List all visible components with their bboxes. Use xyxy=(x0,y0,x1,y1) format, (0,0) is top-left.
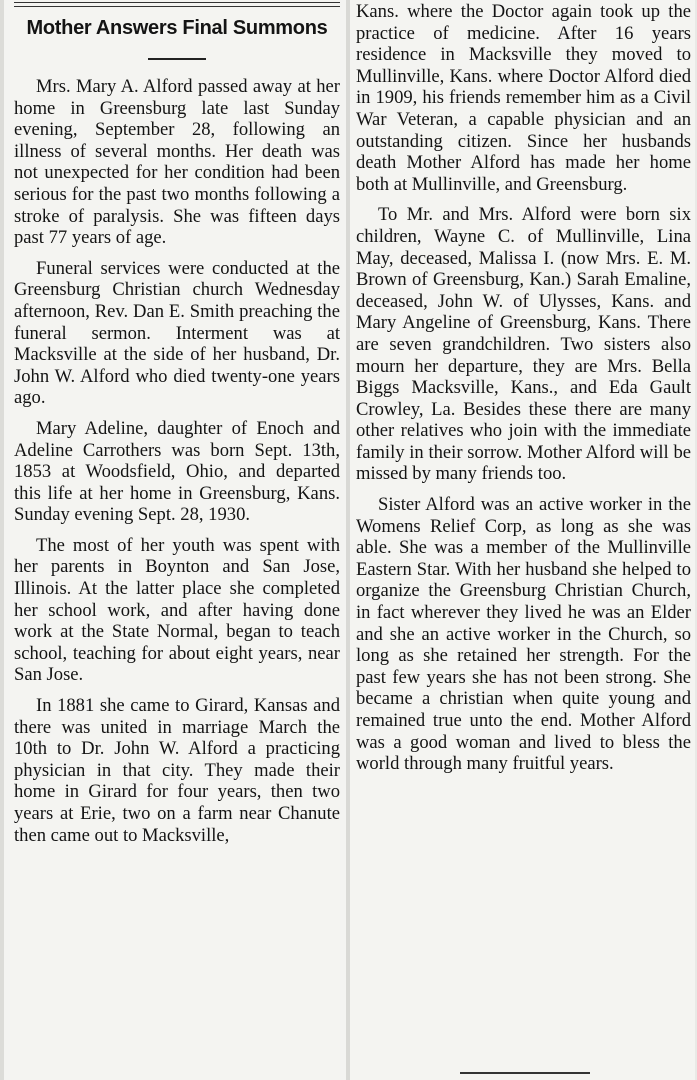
paragraph-funeral: Funeral services were conducted at the Greensburg Christian church Wednesday afternoon, Rev. Dan E. Smith preaching the funeral sermon. Interment was at Macksville at the side of her husband, Dr. John W. Alford who died twenty-one years ago. xyxy=(14,257,340,409)
right-column xyxy=(350,0,695,1080)
top-double-rule xyxy=(14,2,340,7)
headline: Mother Answers Final Summons xyxy=(26,17,328,39)
paragraph-youth: The most of her youth was spent with her parents in Boynton and San Jose, Illinois. At the latter place she completed her school work, and after having done work at the State Normal, began to teach school, teaching for about eight years, near San Jose. xyxy=(14,534,340,686)
paragraph-macksville: Kans. where the Doctor again took up the practice of medicine. After 16 years residence in Macksville they moved to Mullinville, Kans. where Doctor Alford died in 1909, his friends remember him as a Civil War Veteran, a capable physician and an outstanding citizen. Since her husbands death Mother Alford has made her home both at Mullinville, and Greensburg. xyxy=(356,1,691,195)
left-column xyxy=(4,0,346,1080)
paragraph-birth: Mary Adeline, daughter of Enoch and Adeline Carrothers was born Sept. 13th, 1853 at Woodsfield, Ohio, and departed this life at her home in Greensburg, Kans. Sunday evening Sept. 28, 1930. xyxy=(14,417,340,526)
paragraph-death-notice: Mrs. Mary A. Alford passed away at her home in Greensburg late last Sunday evening, September 28, following an illness of several months. Her death was not unexpected for her condition had been serious for the past two months following a stroke of paralysis. She was fifteen days past 77 years of age. xyxy=(14,76,340,249)
end-rule xyxy=(460,1072,590,1074)
headline-divider xyxy=(148,58,206,60)
paragraph-activities: Sister Alford was an active worker in the Womens Relief Corp, as long as she was able. She was a member of the Mullinville Eastern Star. With her husband she helped to organize the Greensburg Christian Church, in fact wherever they lived he was an Elder and she an active worker in the Church, so long as she retained her strength. For the past few years she has not been strong. She became a christian when quite young and remained true unto the end. Mother Alford was a good woman and lived to bless the world through many fruitful years. xyxy=(356,494,691,775)
paragraph-family: To Mr. and Mrs. Alford were born six children, Wayne C. of Mullinville, Lina May, deceased, Malissa I. (now Mrs. E. M. Brown of Greensburg, Kan.) Sarah Emaline, deceased, John W. of Ulysses, Kans. and Mary Angeline of Greensburg, Kans. There are seven grandchildren. Two sisters also mourn her departure, they are Mrs. Bella Biggs Macksville, Kans., and Eda Gault Crowley, La. Besides these there are many other relatives who join with the immediate family in their sorrow. Mother Alford will be missed by many friends too. xyxy=(356,204,691,485)
paragraph-marriage: In 1881 she came to Girard, Kansas and there was united in marriage March the 10th to Dr. John W. Alford a practicing physician in that city. They made their home in Girard for four years, then two years at Erie, two on a farm near Chanute then came out to Macksville, xyxy=(14,695,340,846)
